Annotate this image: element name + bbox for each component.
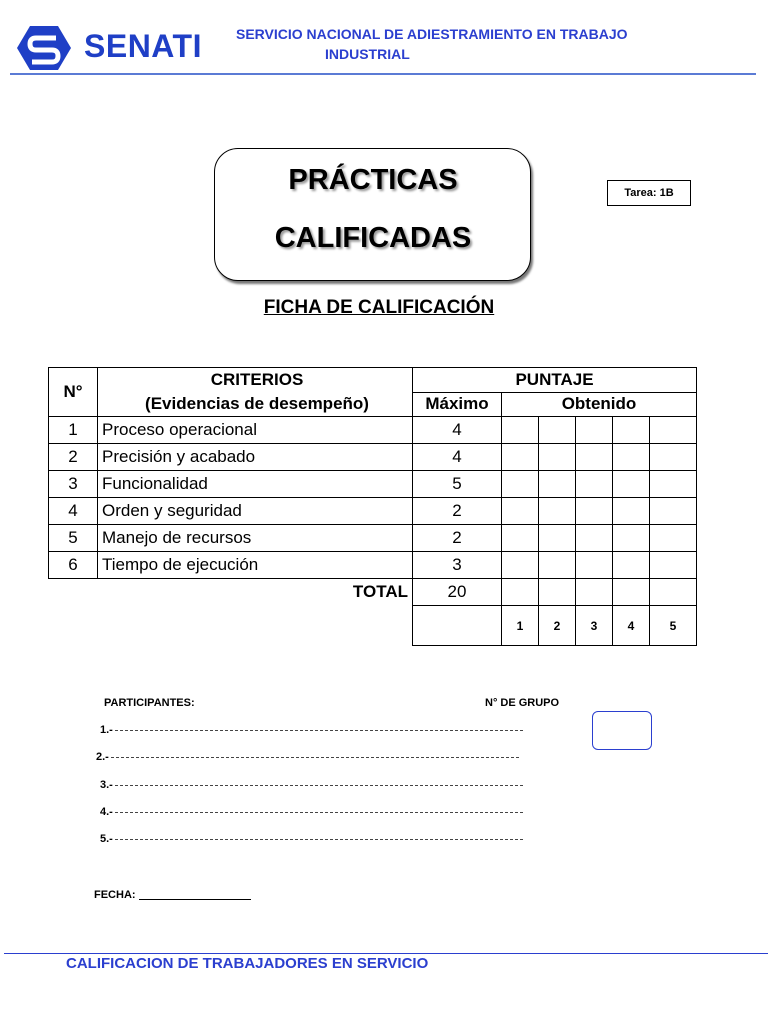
score-cell[interactable] (539, 552, 576, 579)
row-number: 2 (49, 444, 98, 471)
score-cell[interactable] (650, 552, 697, 579)
row-maximo: 4 (413, 417, 502, 444)
total-label: TOTAL (49, 579, 413, 606)
score-cell[interactable] (613, 417, 650, 444)
score-cell[interactable] (539, 579, 576, 606)
fecha-field[interactable] (94, 889, 251, 901)
grading-table (48, 367, 697, 646)
score-cell[interactable] (502, 579, 539, 606)
col-header-obtenido: Obtenido (502, 392, 697, 417)
score-cell[interactable] (539, 471, 576, 498)
score-cell[interactable] (576, 579, 613, 606)
score-cell[interactable] (650, 444, 697, 471)
score-cell[interactable] (650, 498, 697, 525)
row-number: 6 (49, 552, 98, 579)
score-cell[interactable] (539, 444, 576, 471)
participant-line-3[interactable] (100, 779, 530, 791)
footer-divider (4, 953, 768, 954)
score-cell[interactable] (650, 525, 697, 552)
title-line1: PRÁCTICAS (288, 164, 458, 196)
score-cell[interactable] (576, 417, 613, 444)
score-column-number: 2 (539, 606, 576, 646)
row-criterio: Funcionalidad (98, 471, 413, 498)
score-column-number: 5 (650, 606, 697, 646)
logo-text: SENATI (84, 28, 202, 64)
senati-logo-icon (16, 24, 72, 72)
col-header-puntaje: PUNTAJE (413, 368, 697, 393)
table-row (49, 552, 697, 579)
participant-line-4[interactable] (100, 806, 530, 818)
score-cell[interactable] (502, 444, 539, 471)
score-cell[interactable] (613, 444, 650, 471)
institution-name-line2: INDUSTRIAL (325, 46, 410, 62)
col-header-criterios-line2: (Evidencias de desempeño) (145, 394, 369, 413)
score-cell[interactable] (650, 471, 697, 498)
score-cell[interactable] (576, 498, 613, 525)
participant-number: 1.- (100, 724, 113, 736)
score-cell[interactable] (576, 444, 613, 471)
total-value: 20 (413, 579, 502, 606)
col-header-criterios (98, 368, 413, 417)
table-row (49, 444, 697, 471)
score-column-number: 1 (502, 606, 539, 646)
score-cell[interactable] (502, 471, 539, 498)
institution-name-line1: SERVICIO NACIONAL DE ADIESTRAMIENTO EN TRABAJO (236, 26, 628, 42)
tarea-label: Tarea: 1B (607, 180, 691, 206)
table-row (49, 471, 697, 498)
row-criterio: Manejo de recursos (98, 525, 413, 552)
row-maximo: 3 (413, 552, 502, 579)
col-header-criterios-line1: CRITERIOS (210, 370, 304, 389)
row-maximo: 4 (413, 444, 502, 471)
participant-number: 3.- (100, 779, 113, 791)
score-cell[interactable] (613, 525, 650, 552)
row-number: 1 (49, 417, 98, 444)
score-cell[interactable] (539, 498, 576, 525)
header-divider (10, 73, 756, 75)
score-cell[interactable] (502, 498, 539, 525)
title-line2: CALIFICADAS (274, 222, 472, 254)
score-cell[interactable] (576, 525, 613, 552)
score-cell[interactable] (502, 525, 539, 552)
score-cell[interactable] (650, 417, 697, 444)
fecha-label: FECHA: (94, 889, 136, 901)
score-column-number: 3 (576, 606, 613, 646)
row-criterio: Precisión y acabado (98, 444, 413, 471)
score-column-number: 4 (613, 606, 650, 646)
score-columns-row (49, 606, 697, 646)
footer-text: CALIFICACION DE TRABAJADORES EN SERVICIO (66, 955, 429, 972)
participant-line-1[interactable] (100, 724, 530, 736)
score-cell[interactable] (576, 552, 613, 579)
ficha-title: FICHA DE CALIFICACIÓN (263, 297, 495, 318)
score-cell[interactable] (613, 471, 650, 498)
score-cell[interactable] (539, 525, 576, 552)
score-cell[interactable] (576, 471, 613, 498)
group-number-field[interactable] (592, 711, 652, 750)
group-label: N° DE GRUPO (485, 697, 560, 709)
score-cell[interactable] (502, 417, 539, 444)
participant-number: 2.- (96, 751, 109, 763)
empty-cell (413, 606, 502, 646)
table-row (49, 498, 697, 525)
row-number: 5 (49, 525, 98, 552)
table-row (49, 525, 697, 552)
score-cell[interactable] (539, 417, 576, 444)
row-criterio: Orden y seguridad (98, 498, 413, 525)
row-maximo: 2 (413, 498, 502, 525)
participants-label: PARTICIPANTES: (104, 697, 195, 709)
row-maximo: 5 (413, 471, 502, 498)
score-cell[interactable] (502, 552, 539, 579)
row-maximo: 2 (413, 525, 502, 552)
score-cell[interactable] (650, 579, 697, 606)
table-row (49, 417, 697, 444)
row-criterio: Tiempo de ejecución (98, 552, 413, 579)
col-header-num: N° (49, 368, 98, 417)
participant-line-2[interactable] (96, 751, 526, 763)
row-number: 4 (49, 498, 98, 525)
score-cell[interactable] (613, 498, 650, 525)
score-cell[interactable] (613, 552, 650, 579)
total-row (49, 579, 697, 606)
participant-number: 5.- (100, 833, 113, 845)
row-criterio: Proceso operacional (98, 417, 413, 444)
participant-line-5[interactable] (100, 833, 530, 845)
score-cell[interactable] (613, 579, 650, 606)
participant-number: 4.- (100, 806, 113, 818)
col-header-maximo: Máximo (413, 392, 502, 417)
row-number: 3 (49, 471, 98, 498)
